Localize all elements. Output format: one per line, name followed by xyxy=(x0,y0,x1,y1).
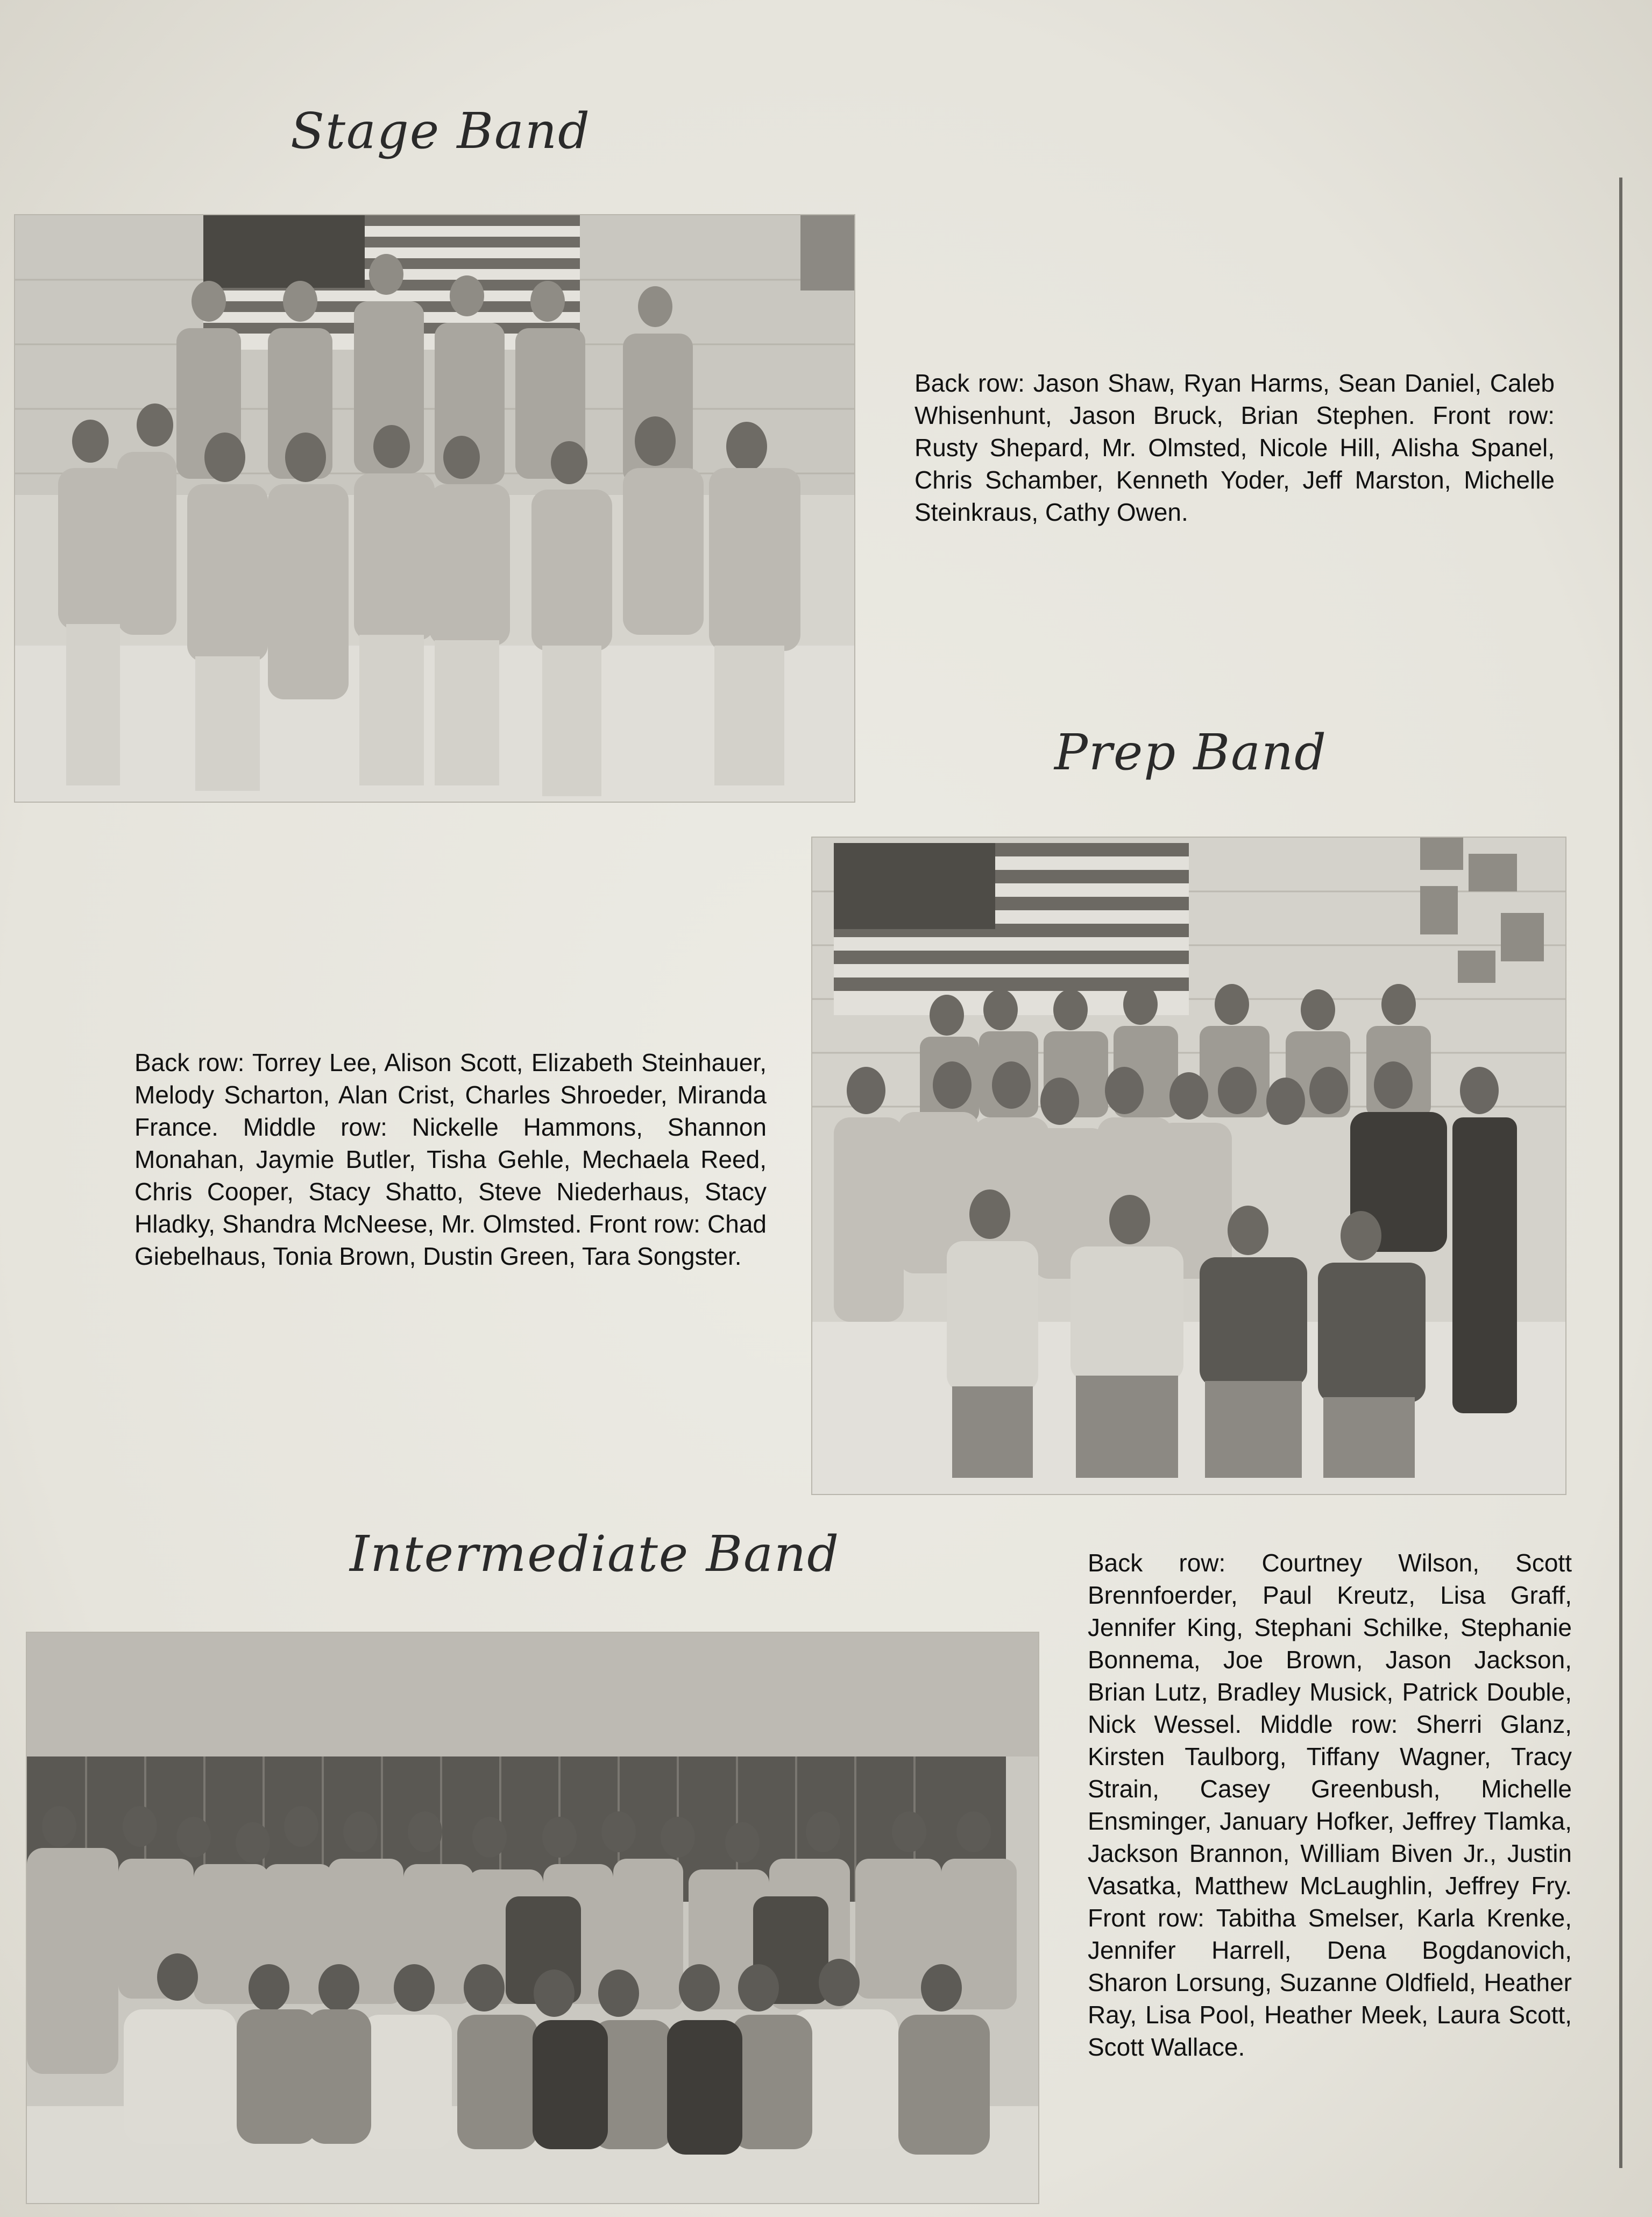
prep-band-caption: Back row: Torrey Lee, Alison Scott, Elizabeth Steinhauer, Melody Scharton, Alan Crist, Charles Shroeder, Miranda France. Middle row: Nickelle Hammons, Shannon Monahan, Jaymie Butler, Tisha Gehle, Mechaela Reed, Chris Cooper, Stacy Shatto, Steve Niederhaus, Stacy Hladky, Shandra McNeese, Mr. Olmsted. Front row: Chad Giebelhaus, Tonia Brown, Dustin Green, Tara Songster. xyxy=(134,1049,767,1270)
prep-band-photo xyxy=(812,838,1565,1494)
stage-band-photo xyxy=(15,215,854,802)
binding-edge-line xyxy=(1619,178,1622,2168)
intermediate-band-heading: Intermediate Band xyxy=(350,1525,840,1583)
intermediate-band-photo xyxy=(27,1633,1038,2203)
prep-band-heading: Prep Band xyxy=(1054,724,1328,781)
stage-band-caption: Back row: Jason Shaw, Ryan Harms, Sean Daniel, Caleb Whisenhunt, Jason Bruck, Brian Stephen. Front row: Rusty Shepard, Mr. Olmsted, Nicole Hill, Alisha Spanel, Chris Schamber, Kenneth Yoder, Jeff Marston, Michelle Steinkraus, Cathy Owen. xyxy=(914,369,1555,526)
intermediate-band-caption: Back row: Courtney Wilson, Scott Brennfoerder, Paul Kreutz, Lisa Graff, Jennifer King, Stephani Schilke, Stephanie Bonnema, Joe Brown, Jason Jackson, Brian Lutz, Bradley Musick, Patrick Double, Nick Wessel. Middle row: Sherri Glanz, Kirsten Taulborg, Tiffany Wagner, Tracy Strain, Casey Greenbush, Michelle Ensminger, January Hofker, Jeffrey Tlamka, Jackson Brannon, William Biven Jr., Justin Vasatka, Matthew McLaughlin, Jeffrey Fry. Front row: Tabitha Smelser, Karla Krenke, Jennifer Harrell, Dena Bogdanovich, Sharon Lorsung, Suzanne Oldfield, Heather Ray, Lisa Pool, Heather Meek, Laura Scott, Scott Wallace. xyxy=(1088,1549,1572,2061)
stage-band-heading: Stage Band xyxy=(290,102,591,160)
